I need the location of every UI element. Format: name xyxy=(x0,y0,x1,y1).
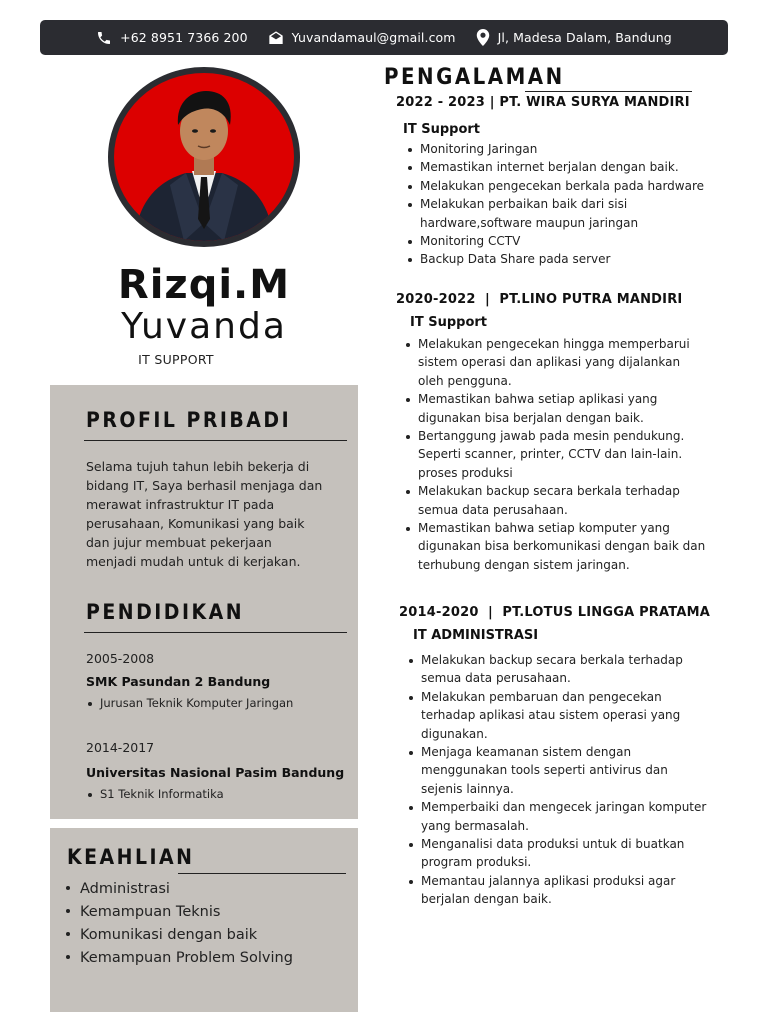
job-title: IT SUPPORT xyxy=(138,352,214,367)
duty-item-continuation: sejenis lainnya. xyxy=(421,781,514,796)
duty-item-continuation: berjalan dengan baik. xyxy=(421,892,552,907)
experience-header: 2020-2022 | PT.LINO PUTRA MANDIRI xyxy=(396,292,683,307)
duty-item: Memastikan internet berjalan dengan baik. xyxy=(406,158,736,176)
education-detail: S1 Teknik Informatika xyxy=(86,785,348,804)
experience-role: IT ADMINISTRASI xyxy=(413,628,539,643)
duty-item: Monitoring CCTV xyxy=(406,232,736,250)
duty-item: Backup Data Share pada server xyxy=(406,250,736,268)
divider xyxy=(178,873,346,874)
skill-item: Kemampuan Teknis xyxy=(64,901,354,924)
section-heading-experience: PENGALAMAN xyxy=(384,65,565,90)
section-heading-profile: PROFIL PRIBADI xyxy=(86,408,292,432)
divider xyxy=(84,632,347,633)
duty-item: Monitoring Jaringan xyxy=(406,140,736,158)
duty-item: Melakukan perbaikan baik dari sisi xyxy=(406,195,736,213)
divider xyxy=(525,91,692,92)
about-text xyxy=(86,457,348,571)
duty-item-continuation: digunakan. xyxy=(421,726,488,741)
education-school: Universitas Nasional Pasim Bandung xyxy=(86,765,345,780)
experience-duties xyxy=(406,140,736,269)
profile-education-panel xyxy=(50,385,358,819)
skills-panel xyxy=(50,828,358,1012)
email-text: Yuvandamaul@gmail.com xyxy=(291,30,456,45)
duty-item: Bertanggung jawab pada mesin pendukung. xyxy=(404,427,741,445)
duty-item-continuation: proses produksi xyxy=(418,465,513,480)
duty-item-continuation: Seperti scanner, printer, CCTV dan lain-lain. xyxy=(418,447,683,462)
experience-item xyxy=(396,95,736,269)
experience-header: 2022 - 2023 | PT. WIRA SURYA MANDIRI xyxy=(396,95,690,110)
experience-role: IT Support xyxy=(403,122,481,137)
duty-item-continuation: semua data perusahaan. xyxy=(418,502,568,517)
duty-item: Memastikan bahwa setiap aplikasi yang xyxy=(404,390,741,408)
skill-item: Administrasi xyxy=(64,878,354,901)
skills-list xyxy=(64,878,354,970)
profile-photo-frame xyxy=(108,67,300,247)
duty-item: Melakukan backup secara berkala terhadap xyxy=(407,651,744,669)
name-last: Yuvanda xyxy=(121,306,287,347)
contact-address xyxy=(476,29,672,46)
duty-item: Memantau jalannya aplikasi produksi agar xyxy=(407,872,744,890)
experience-role: IT Support xyxy=(410,315,488,330)
duty-item-continuation: oleh pengguna. xyxy=(418,373,512,388)
duty-item: Melakukan pengecekan hingga memperbarui xyxy=(404,335,741,353)
section-heading-education: PENDIDIKAN xyxy=(86,600,245,624)
location-pin-icon xyxy=(476,29,490,46)
address-text: Jl, Madesa Dalam, Bandung xyxy=(497,30,672,45)
duty-item-continuation: semua data perusahaan. xyxy=(421,671,571,686)
about-line: merawat infrastruktur IT pada xyxy=(86,497,275,512)
duty-item: Melakukan pembaruan dan pengecekan xyxy=(407,688,744,706)
envelope-icon xyxy=(268,30,284,46)
contact-email xyxy=(268,30,456,46)
education-details xyxy=(86,785,348,804)
education-years: 2014-2017 xyxy=(86,740,155,755)
education-item xyxy=(86,649,348,713)
name-first: Rizqi.M xyxy=(117,262,291,308)
education-years: 2005-2008 xyxy=(86,651,155,666)
experience-duties xyxy=(404,335,741,574)
experience-item xyxy=(396,292,741,574)
duty-item: Menganalisi data produksi untuk di buatkan xyxy=(407,835,744,853)
duty-item: Menjaga keamanan sistem dengan xyxy=(407,743,744,761)
section-heading-skills: KEAHLIAN xyxy=(67,845,195,869)
duty-item-continuation: digunakan bisa berkomunikasi dengan baik dan xyxy=(418,539,706,554)
contact-phone xyxy=(96,30,247,46)
skill-item: Kemampuan Problem Solving xyxy=(64,947,354,970)
education-detail: Jurusan Teknik Komputer Jaringan xyxy=(86,694,348,713)
duty-item-continuation: program produksi. xyxy=(421,855,532,870)
duty-item: Melakukan backup secara berkala terhadap xyxy=(404,482,741,500)
experience-duties xyxy=(407,651,744,909)
duty-item-continuation: terhubung dengan sistem jaringan. xyxy=(418,557,630,572)
duty-item-continuation: terhadap aplikasi atau sistem operasi yang xyxy=(421,708,681,723)
profile-photo xyxy=(114,73,294,241)
education-item xyxy=(86,738,348,804)
experience-header: 2014-2020 | PT.LOTUS LINGGA PRATAMA xyxy=(399,605,710,620)
experience-item xyxy=(399,605,744,909)
duty-item-continuation: sistem operasi dan aplikasi yang dijalankan xyxy=(418,355,681,370)
duty-item-continuation: yang bermasalah. xyxy=(421,818,529,833)
duty-item-continuation: digunakan bisa berjalan dengan baik. xyxy=(418,410,644,425)
duty-item: Melakukan pengecekan berkala pada hardware xyxy=(406,177,736,195)
phone-text: +62 8951 7366 200 xyxy=(120,30,248,45)
duty-item-continuation: menggunakan tools seperti antivirus dan xyxy=(421,763,668,778)
duty-item-continuation: hardware,software maupun jaringan xyxy=(420,215,639,230)
skill-item: Komunikasi dengan baik xyxy=(64,924,354,947)
education-details xyxy=(86,694,348,713)
about-line: menjadi mudah untuk di kerjakan. xyxy=(86,554,301,569)
about-line: Selama tujuh tahun lebih bekerja di xyxy=(86,459,310,474)
phone-icon xyxy=(96,30,112,46)
about-line: dan jujur membuat pekerjaan xyxy=(86,535,272,550)
about-line: perusahaan, Komunikasi yang baik xyxy=(86,516,305,531)
duty-item: Memperbaiki dan mengecek jaringan komputer xyxy=(407,798,744,816)
duty-item: Memastikan bahwa setiap komputer yang xyxy=(404,519,741,537)
divider xyxy=(84,440,347,441)
about-line: bidang IT, Saya berhasil menjaga dan xyxy=(86,478,323,493)
contact-bar xyxy=(40,20,728,55)
education-school: SMK Pasundan 2 Bandung xyxy=(86,674,271,689)
